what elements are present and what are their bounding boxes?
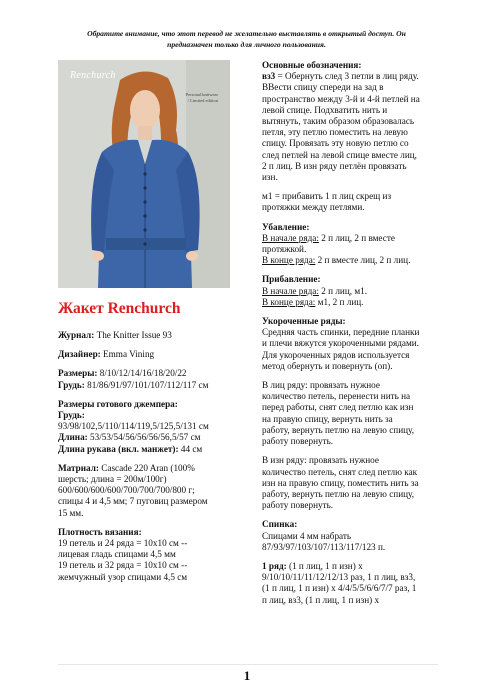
footer-divider [58,664,438,665]
ws-line: изн на правую спицу, поместить нить за [262,477,419,488]
material-line: спицы 4 и 4,5 мм; 7 пуговиц размером [58,496,208,507]
chest-label: Грудь: [58,379,85,390]
increase-end-value: м1, 2 п лиц. [315,296,364,307]
short-rows-heading: Укороченные ряды: [262,316,346,327]
abbr-line: спицу. Провязать эту новую петлю со [262,138,409,149]
short-rows-line: Средняя часть спинки, передние планки [262,327,420,338]
short-rows-line: метод обернуть и повернуть (оп). [262,360,393,371]
short-rows-line: Для укороченных рядов используется [262,349,410,360]
sizes-block [58,368,236,390]
finished-heading: Размеры готового джемпера: [58,398,178,409]
m1-line: протяжки между петлями. [262,202,365,213]
increase-block [262,274,438,308]
material-line: Cascade 220 Aran (100% [101,462,195,473]
abbr-line: левой спице. Подхватить нить и [262,104,388,115]
row1-block [262,561,438,606]
gauge-block [58,527,236,583]
designer-label: Дизайнер: [58,349,101,360]
finished-length-label: Длина: [58,432,88,443]
finished-sleeve-label: Длина рукава (вкл. манжет): [58,443,179,454]
ws-line: работу, вернуть петлю на левую спицу, [262,488,415,499]
back-line: Спицами 4 мм набрать [262,530,352,541]
ws-line: количество петель, снят след петлю как [262,466,418,477]
journal-value: The Knitter Issue 93 [96,330,172,340]
increase-end-label: В конце ряда: [262,296,316,307]
material-label: Матриал: [58,462,99,473]
finished-sleeve-value: 44 см [180,443,203,454]
m1-line: м1 = прибавить 1 п лиц скрещ из [262,191,392,202]
m1-definition [262,191,438,213]
increase-start-value: 2 п лиц, м1. [318,285,368,296]
right-column [262,60,438,614]
rs-line: В лиц ряду: провязать нужное [262,380,380,391]
short-rows-line: и плечи вяжутся укороченными рядами. [262,338,419,349]
notice-line: Обратите внимание, что этот перевод не желательно выставлять в открытый доступ. Он [87,29,406,38]
material-line: шерсть; длина = 200м/100г) [58,474,167,485]
photo-tag: Personal knitwear / Limited edition [185,92,218,103]
rs-line: количество петель, перенести нить на [262,391,411,402]
gauge-heading: Плотность вязания: [58,526,142,537]
rs-line: работу повернуть. [262,436,334,447]
ws-line: работу повернуть. [262,500,334,511]
row1-line: 9/10/10/11/11/12/12/13 раз, 1 п лиц, вз3, [262,572,416,583]
row1-line: п лиц, вз3, (1 п лиц, 1 п изн) х [262,594,380,605]
decrease-end-value: 2 п вместе лиц, 2 п лиц. [315,255,411,266]
row1-label: 1 ряд: [262,560,287,571]
decrease-end-label: В конце ряда: [262,255,316,266]
back-heading: Спинка: [262,519,298,530]
abbr-line: петля, эту петлю поместить на левую [262,127,408,138]
rs-line: на правую спицу, вернуть нить за [262,413,393,424]
abbr-line: 2 п лиц. В изн ряду петлён провязать [262,160,407,171]
ws-line: В изн ряду: провязать нужное [262,455,379,466]
finished-chest-label: Грудь: [58,410,85,421]
decrease-start-value: протяжкой. [262,244,307,255]
rs-line: работу, вернуть петлю на левую спицу, [262,424,415,435]
abbr-line: пространство между 3-й и 4-й петлей на [262,93,420,104]
gauge-line: 19 петель и 32 ряда = 10х10 см -- [58,560,188,571]
finished-sizes [58,399,236,455]
material-line: 15 мм. [58,507,84,518]
abbr-line: вытянуть, таким образом образовалась [262,116,415,127]
finished-chest-value: 93/98/102,5/110/114/119,5/125,5/131 см [58,421,209,432]
abbr-term: вз3 [262,71,276,82]
wrong-side-row-block [262,455,438,511]
rs-line: перед работы, снят след петлю как изн [262,402,414,413]
decrease-start-label: В начале ряда: [262,232,319,243]
back-line: 87/93/97/103/107/113/117/123 п. [262,541,386,552]
sizes-label: Размеры: [58,368,98,379]
abbr-line: след петлей на левой спице вместе лиц, [262,149,417,160]
journal [58,330,236,341]
gauge-line: лицевая гладь спицами 4,5 мм [58,549,176,560]
finished-length-value: 53/53/54/56/56/56/56,5/57 см [90,432,201,443]
page-number: 1 [243,668,251,683]
notice [40,28,453,50]
abbreviations [262,60,438,183]
abbr-line: = Обернуть след 3 петли в лиц ряду. [275,71,419,82]
photo-brand: Renchurch [70,70,116,81]
material-block [58,463,236,519]
increase-heading: Прибавление: [262,274,321,285]
decrease-heading: Убавление: [262,221,310,232]
right-side-row-block [262,380,438,447]
back-block [262,519,438,553]
row1-line: (1 п лиц, 1 п изн) х [286,560,363,571]
sizes-value: 8/10/12/14/16/18/20/22 [99,368,187,379]
journal-label: Журнал: [58,330,95,340]
abbr-line: изн. [262,172,278,183]
increase-start-label: В начале ряда: [262,285,319,296]
row1-line: (1 п лиц, 1 п изн) х 4/4/5/5/6/6/7/7 раз, 1 [262,583,417,594]
notice-line: предназначен только для личного пользования. [167,40,326,49]
designer-value: Emma Vining [103,349,155,360]
designer [58,349,236,360]
product-photo [58,60,230,288]
chest-value: 81/86/91/97/101/107/112/117 см [87,379,209,390]
page-title: Жакет Renchurch [58,300,181,317]
left-column [58,300,236,591]
abbr-line: ВВести спицу спереди на зад в [262,82,384,93]
abbr-heading: Основные обозначения: [262,60,362,70]
decrease-block [262,222,438,267]
gauge-line: 19 петель и 24 ряда = 10х10 см -- [58,538,188,549]
short-rows-block [262,316,438,372]
material-line: 600/600/600/600/700/700/700/800 г; [58,485,195,496]
gauge-line: жемчужный узор спицами 4,5 см [58,571,188,582]
decrease-start-value: 2 п лиц, 2 п вместе [318,232,395,243]
